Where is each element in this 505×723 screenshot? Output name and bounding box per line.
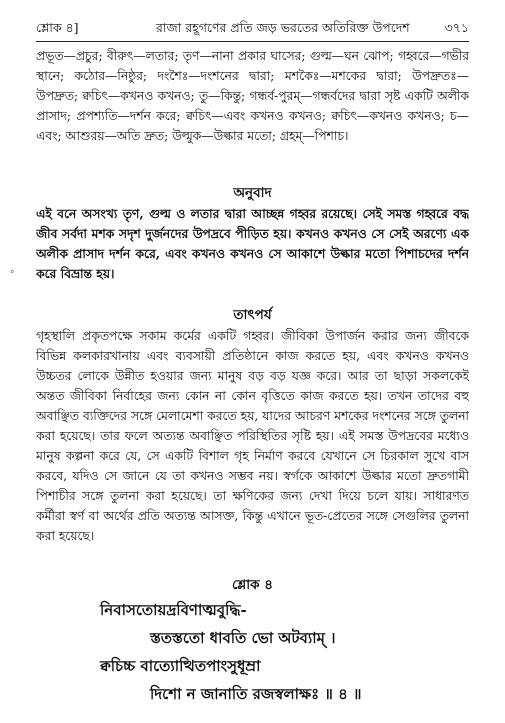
verse-reference: শ্লোক ৪] bbox=[36, 20, 79, 35]
verse-heading: শ্লোক ৪ bbox=[231, 577, 274, 593]
verse-line: নিবাসতোয়দ্রবিণাত্মবুদ্ধি- bbox=[100, 601, 247, 619]
running-title: রাজা রহূগণের প্রতি জড় ভরতের অতিরিক্ত উপদেশ bbox=[156, 20, 410, 35]
synonyms-paragraph: প্রভূত—প্রচুর; বীরুৎ—লতার; তৃণ—নানা প্রকার ঘাসের; গুল্ম—ঘন ঝোপ; গহ্বরে—গভীর স্থানে; কঠোর—নিষ্ঠুর; দংশৈঃ—দংশনের দ্বারা; মশকৈঃ—মশকের দ্বারা; উপদ্রুতঃ—উপদ্রুত; ক্বচিৎ—কখনও কখনও; তু—কিন্তু; গন্ধর্ব-পুরম্—গন্ধর্বদের দ্বারা সৃষ্ট একটি অলীক প্রাসাদ; প্রপশ্যতি—দর্শন করে; ক্বচিৎ—এবং কখনও কখনও; ক্বচিৎ—কখনও কখনও; চ—এবং; আশুরয়—অতি দ্রুত; উল্মুক—উল্কার মতো; গ্রহম্—পিশাচ। bbox=[36, 49, 469, 143]
verse-line: স্ততস্ততো ধাবতি ভো অটব্যাম্ । bbox=[150, 629, 336, 647]
margin-mark: ° bbox=[10, 270, 15, 280]
verse-line: ক্বচিচ্চ বাত্যোত্থিতপাংসুধূম্রা bbox=[100, 657, 261, 675]
header-rule bbox=[36, 41, 469, 42]
page-number: ৩৭১ bbox=[444, 20, 469, 35]
translation-heading: অনুবাদ bbox=[233, 185, 272, 201]
verse-line: দিশো ন জানাতি রজস্বলাক্ষঃ ॥ ৪ ॥ bbox=[150, 685, 362, 703]
purport-paragraph: গৃহস্থালি প্রকৃতপক্ষে সকাম কর্মের একটি গহ্বর। জীবিকা উপার্জন করার জন্য জীবকে বিভিন্ন কলকারখানায় এবং ব্যবসায়ী প্রতিষ্ঠানে কাজ করতে হয়, এবং কখনও কখনও উচ্চতর লোকে উন্নীত হওয়ার জন্য মানুষ বড় বড় যজ্ঞ করে। আর তা ছাড়া সকলকেই অন্তত জীবিকা নির্বাহের জন্য কোন না কোন বৃত্তিতে কাজ করতে হয়। তখন তাদের বহু অবাঞ্ছিত ব্যক্তিদের সঙ্গে মেলামেশা করতে হয়, যাদের আচরণ মশকের দংশনের সঙ্গে তুলনা করা হয়েছে। তার ফলে অত্যন্ত অবাঞ্ছিত পরিস্থিতির সৃষ্টি হয়। এই সমস্ত উপদ্রবের মধ্যেও মানুষ কল্পনা করে যে, সে একটি বিশাল গৃহ নির্মাণ করবে যেখানে সে চিরকাল সুখে বাস করবে, যদিও সে জানে যে তা কখনও সম্ভব নয়। স্বর্গকে আকাশে উল্কার মতো দ্রুতগামী পিশাচীর সঙ্গে তুলনা করা হয়েছে। তা ক্ষণিকের জন্য দেখা দিয়ে চলে যায়। সাধারণত কর্মীরা স্বর্ণ বা অর্থের প্রতি অত্যন্ত আসক্ত, কিন্তু এখানে ভূত-প্রেতের সঙ্গে সেগুলির তুলনা করা হয়েছে। bbox=[36, 329, 469, 543]
purport-heading: তাৎপর্য bbox=[233, 307, 272, 323]
translation-paragraph: এই বনে অসংখ্য তৃণ, গুল্ম ও লতার দ্বারা আচ্ছন্ন গহ্বর রয়েছে। সেই সমস্ত গহ্বরে বদ্ধ জীব সর্বদা মশক সদৃশ দুর্জনদের উপদ্রবে পীড়িত হয়। কখনও কখনও সে সেই অরণ্যে এক অলীক প্রাসাদ দর্শন করে, এবং কখনও কখনও সে আকাশে উল্কার মতো পিশাচদের দর্শন করে বিভ্রান্ত হয়। bbox=[36, 206, 469, 281]
page-header bbox=[36, 20, 469, 40]
